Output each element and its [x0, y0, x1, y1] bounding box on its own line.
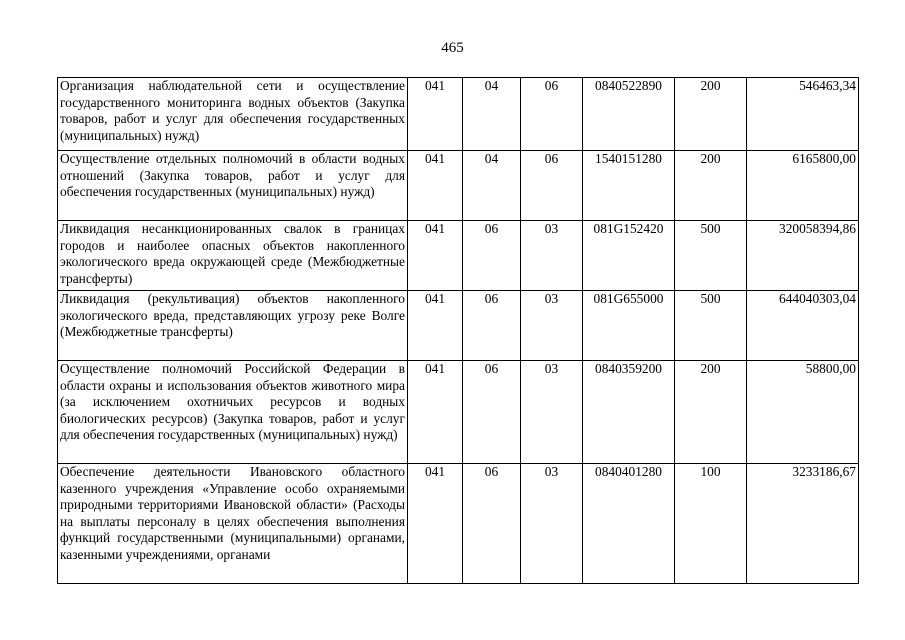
row-description: Осуществление полномочий Российской Федерации в области охраны и использования объектов животного мира (за исключением охотничьих ресурсов и водных биологических ресурсов) (Закупка товаров, работ и услуг для обеспечения государственных (муниципальных) нужд) — [58, 361, 408, 464]
ministry-code: 041 — [408, 361, 463, 464]
subsection-code: 03 — [521, 464, 583, 584]
table-row — [58, 291, 859, 361]
subsection-code: 03 — [521, 221, 583, 291]
amount-value: 644040303,04 — [747, 291, 859, 361]
expense-type-code: 200 — [675, 361, 747, 464]
amount-value: 58800,00 — [747, 361, 859, 464]
ministry-code: 041 — [408, 78, 463, 151]
table-row — [58, 78, 859, 151]
row-description: Ликвидация несанкционированных свалок в границах городов и наиболее опасных объектов накопленного экологического вреда окружающей среде (Межбюджетные трансферты) — [58, 221, 408, 291]
target-article-code: 081G152420 — [583, 221, 675, 291]
target-article-code: 081G655000 — [583, 291, 675, 361]
subsection-code: 03 — [521, 361, 583, 464]
row-description: Обеспечение деятельности Ивановского областного казенного учреждения «Управление особо охраняемыми природными территориями Ивановской области» (Расходы на выплаты персоналу в целях обеспечения выполнения функций государственными (муниципальными) органами, казенными учреждениями, органами — [58, 464, 408, 584]
expense-type-code: 200 — [675, 78, 747, 151]
section-code: 06 — [463, 221, 521, 291]
target-article-code: 0840401280 — [583, 464, 675, 584]
section-code: 06 — [463, 464, 521, 584]
ministry-code: 041 — [408, 464, 463, 584]
table-row — [58, 361, 859, 464]
section-code: 06 — [463, 291, 521, 361]
table-row — [58, 464, 859, 584]
section-code: 04 — [463, 78, 521, 151]
page-number: 465 — [441, 40, 464, 56]
amount-value: 3233186,67 — [747, 464, 859, 584]
target-article-code: 0840522890 — [583, 78, 675, 151]
expense-type-code: 100 — [675, 464, 747, 584]
row-description: Осуществление отдельных полномочий в области водных отношений (Закупка товаров, работ и услуг для обеспечения государственных (муниципальных) нужд) — [58, 151, 408, 221]
section-code: 06 — [463, 361, 521, 464]
ministry-code: 041 — [408, 151, 463, 221]
subsection-code: 03 — [521, 291, 583, 361]
budget-table — [57, 77, 859, 584]
ministry-code: 041 — [408, 221, 463, 291]
expense-type-code: 500 — [675, 221, 747, 291]
row-description: Организация наблюдательной сети и осуществление государственного мониторинга водных объектов (Закупка товаров, работ и услуг для обеспечения государственных (муниципальных) нужд) — [58, 78, 408, 151]
section-code: 04 — [463, 151, 521, 221]
row-description: Ликвидация (рекультивация) объектов накопленного экологического вреда, представляющих угрозу реке Волге (Межбюджетные трансферты) — [58, 291, 408, 361]
amount-value: 546463,34 — [747, 78, 859, 151]
subsection-code: 06 — [521, 151, 583, 221]
table-row — [58, 221, 859, 291]
subsection-code: 06 — [521, 78, 583, 151]
expense-type-code: 200 — [675, 151, 747, 221]
amount-value: 320058394,86 — [747, 221, 859, 291]
table-row — [58, 151, 859, 221]
target-article-code: 1540151280 — [583, 151, 675, 221]
target-article-code: 0840359200 — [583, 361, 675, 464]
ministry-code: 041 — [408, 291, 463, 361]
amount-value: 6165800,00 — [747, 151, 859, 221]
expense-type-code: 500 — [675, 291, 747, 361]
